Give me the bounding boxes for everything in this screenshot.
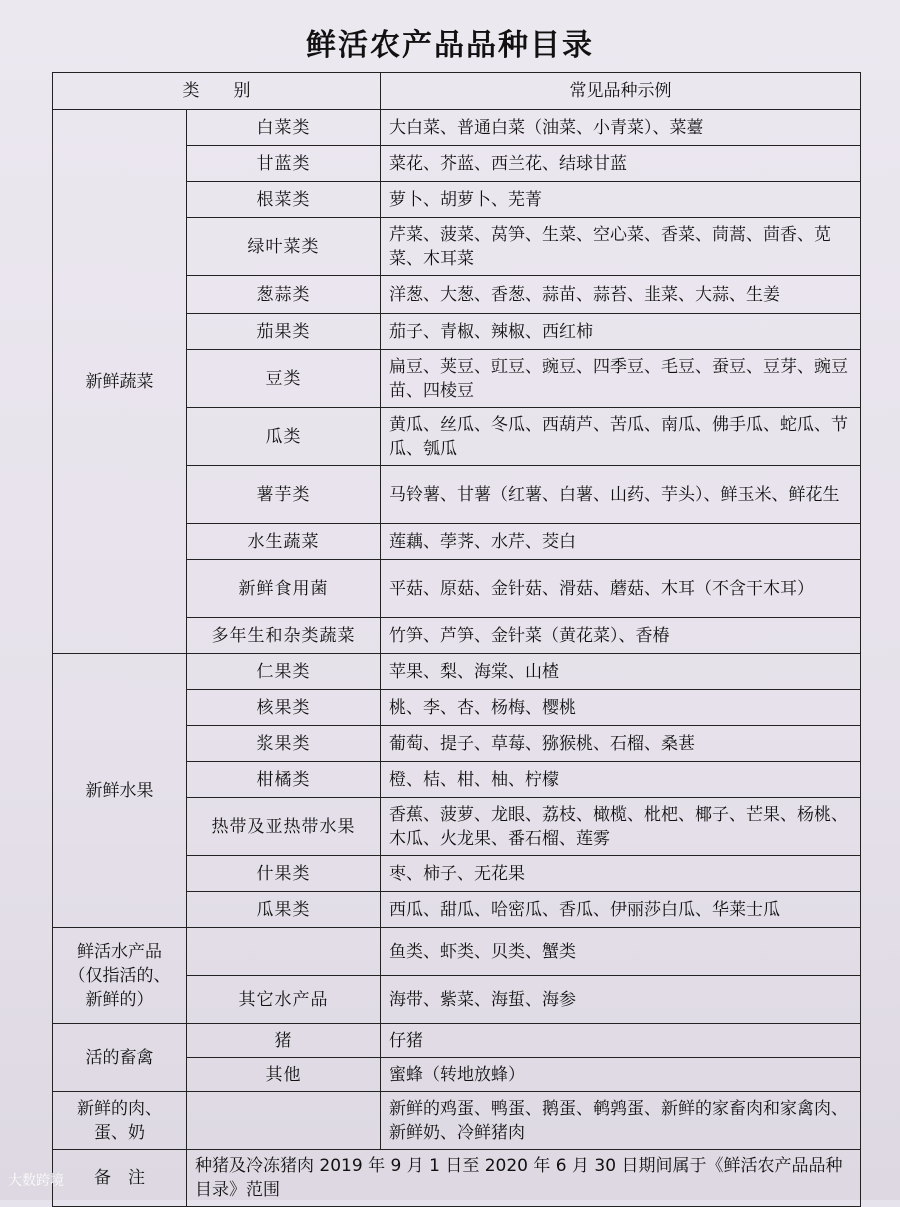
subcategory-cell: 豆类 [187,350,381,408]
header-examples: 常见品种示例 [381,73,861,110]
subcategory-cell [187,928,381,976]
examples-cell: 橙、桔、柑、柚、柠檬 [381,762,861,798]
category-cell: 新鲜的肉、蛋、奶 [53,1092,187,1150]
subcategory-cell: 热带及亚热带水果 [187,798,381,856]
subcategory-cell: 核果类 [187,690,381,726]
subcategory-cell: 仁果类 [187,654,381,690]
subcategory-cell: 浆果类 [187,726,381,762]
examples-cell: 大白菜、普通白菜（油菜、小青菜）、菜薹 [381,110,861,146]
subcategory-cell: 白菜类 [187,110,381,146]
table-header-row [53,73,861,110]
subcategory-cell [187,1092,381,1150]
table-row [53,654,861,690]
examples-cell: 仔猪 [381,1024,861,1058]
table-row [53,1024,861,1058]
examples-cell: 葡萄、提子、草莓、猕猴桃、石榴、桑葚 [381,726,861,762]
table-row [53,110,861,146]
examples-cell: 平菇、原菇、金针菇、滑菇、蘑菇、木耳（不含干木耳） [381,560,861,618]
subcategory-cell: 其它水产品 [187,976,381,1024]
category-cell: 鲜活水产品（仅指活的、新鲜的） [53,928,187,1024]
examples-cell: 竹笋、芦笋、金针菜（黄花菜）、香椿 [381,618,861,654]
examples-cell: 鱼类、虾类、贝类、蟹类 [381,928,861,976]
category-cell: 新鲜蔬菜 [53,110,187,654]
examples-cell: 香蕉、菠萝、龙眼、荔枝、橄榄、枇杷、椰子、芒果、杨桃、木瓜、火龙果、番石榴、莲雾 [381,798,861,856]
examples-cell: 枣、柿子、无花果 [381,856,861,892]
examples-cell: 苹果、梨、海棠、山楂 [381,654,861,690]
category-cell: 新鲜水果 [53,654,187,928]
subcategory-cell: 瓜果类 [187,892,381,928]
examples-cell: 新鲜的鸡蛋、鸭蛋、鹅蛋、鹌鹑蛋、新鲜的家畜肉和家禽肉、新鲜奶、冷鲜猪肉 [381,1092,861,1150]
examples-cell: 海带、紫菜、海蜇、海参 [381,976,861,1024]
subcategory-cell: 柑橘类 [187,762,381,798]
subcategory-cell: 薯芋类 [187,466,381,524]
subcategory-cell: 瓜类 [187,408,381,466]
examples-cell: 茄子、青椒、辣椒、西红柿 [381,314,861,350]
examples-cell: 扁豆、荚豆、豇豆、豌豆、四季豆、毛豆、蚕豆、豆芽、豌豆苗、四棱豆 [381,350,861,408]
subcategory-cell: 甘蓝类 [187,146,381,182]
category-cell: 活的畜禽 [53,1024,187,1092]
subcategory-cell: 水生蔬菜 [187,524,381,560]
note-text: 种猪及冷冻猪肉 2019 年 9 月 1 日至 2020 年 6 月 30 日期间属于《鲜活农产品品种目录》范围 [187,1150,861,1207]
subcategory-cell: 葱蒜类 [187,276,381,314]
examples-cell: 西瓜、甜瓜、哈密瓜、香瓜、伊丽莎白瓜、华莱士瓜 [381,892,861,928]
page-title: 鲜活农产品品种目录 [306,28,594,63]
subcategory-cell: 绿叶菜类 [187,218,381,276]
examples-cell: 马铃薯、甘薯（红薯、白薯、山药、芋头）、鲜玉米、鲜花生 [381,466,861,524]
watermark-logo: 大数跨境 [8,1173,64,1189]
examples-cell: 萝卜、胡萝卜、芜菁 [381,182,861,218]
examples-cell: 洋葱、大葱、香葱、蒜苗、蒜苔、韭菜、大蒜、生姜 [381,276,861,314]
catalog-table [52,72,861,1207]
examples-cell: 蜜蜂（转地放蜂） [381,1058,861,1092]
note-label: 备 注 [53,1150,187,1207]
subcategory-cell: 猪 [187,1024,381,1058]
examples-cell: 黄瓜、丝瓜、冬瓜、西葫芦、苦瓜、南瓜、佛手瓜、蛇瓜、节瓜、瓠瓜 [381,408,861,466]
examples-cell: 桃、李、杏、杨梅、樱桃 [381,690,861,726]
table-row [53,1092,861,1150]
header-category: 类 别 [53,73,381,110]
subcategory-cell: 新鲜食用菌 [187,560,381,618]
subcategory-cell: 茄果类 [187,314,381,350]
examples-cell: 莲藕、荸荠、水芹、茭白 [381,524,861,560]
subcategory-cell: 其他 [187,1058,381,1092]
examples-cell: 芹菜、菠菜、莴笋、生菜、空心菜、香菜、茼蒿、茴香、苋菜、木耳菜 [381,218,861,276]
subcategory-cell: 多年生和杂类蔬菜 [187,618,381,654]
table-row [53,928,861,976]
note-row [53,1150,861,1207]
examples-cell: 菜花、芥蓝、西兰花、结球甘蓝 [381,146,861,182]
subcategory-cell: 根菜类 [187,182,381,218]
subcategory-cell: 什果类 [187,856,381,892]
